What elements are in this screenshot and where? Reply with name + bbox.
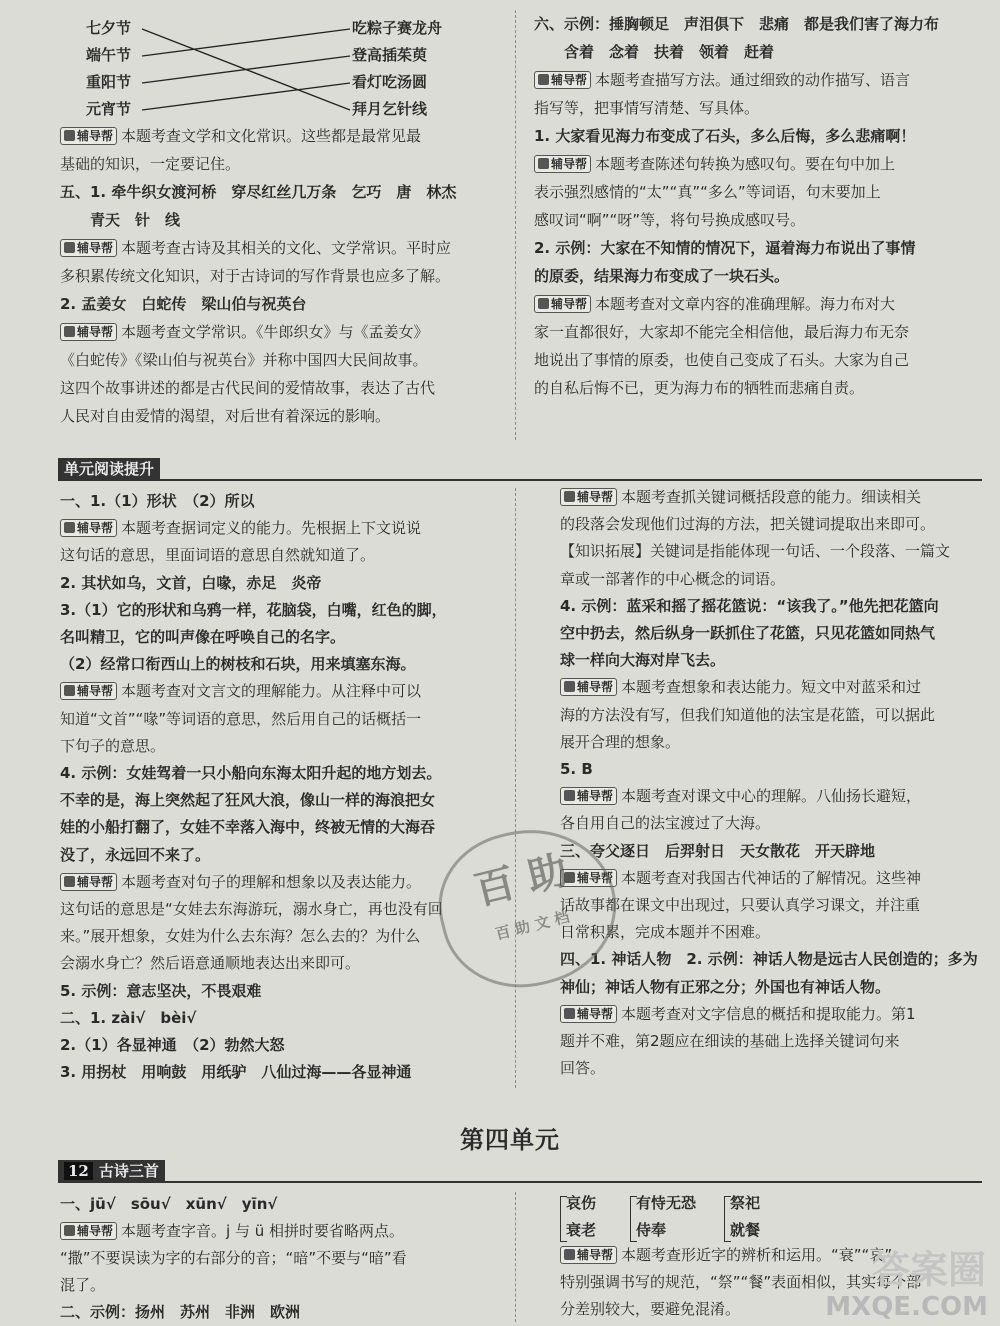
book-icon bbox=[564, 1008, 575, 1019]
text-line bbox=[560, 732, 680, 752]
fudaobang-tag bbox=[560, 1005, 617, 1023]
text-line bbox=[534, 322, 909, 342]
tag-label: 辅导帮 bbox=[77, 241, 114, 255]
match-right-3: 看灯吃汤圆 bbox=[352, 73, 428, 91]
line-text: 这句话的意思是“女娃去东海游玩，溺水身亡，再也没有回 bbox=[60, 900, 443, 918]
line-text: 【知识拓展】关键词是指能体现一句话、一个段落、一篇文 bbox=[560, 542, 951, 561]
line-text: 2. 孟姜女 白蛇传 梁山伯与祝英台 bbox=[60, 295, 307, 313]
text-line bbox=[60, 1275, 105, 1295]
match-left-4: 元宵节 bbox=[86, 100, 132, 118]
line-text: 本题考查对课文中心的理解。八仙扬长避短， bbox=[621, 787, 922, 806]
line-text: 3. 用拐杖 用响鼓 用纸驴 八仙过海——各显神通 bbox=[60, 1063, 412, 1082]
line-text: 《白蛇传》《梁山伯与祝英台》并称中国四大民间故事。 bbox=[60, 351, 428, 369]
line-text: 1. 大家看见海力布变成了石头，多么后悔，多么悲痛啊！ bbox=[534, 127, 916, 145]
line-text: 2.（1）各显神通 （2）勃然大怒 bbox=[60, 1036, 285, 1054]
text-line bbox=[60, 709, 421, 729]
text-line bbox=[560, 1272, 921, 1292]
line-text: 这句话的意思，里面词语的意思自然就知道了。 bbox=[60, 546, 376, 565]
line-text: 的原委，结果海力布变成了一块石头。 bbox=[534, 267, 790, 285]
text-line bbox=[560, 541, 950, 561]
fudaobang-tag bbox=[60, 519, 117, 537]
text-line bbox=[60, 1248, 407, 1268]
line-text: 4. 示例：蓝采和摇了摇花篮说：“该我了。”他先把花篮向 bbox=[560, 596, 939, 615]
line-text: 本题考查对文字信息的概括和提取能力。第1 bbox=[621, 1004, 916, 1023]
tag-label: 辅导帮 bbox=[577, 1248, 614, 1262]
line-text: 感叹词“啊”“呀”等，将句号换成感叹号。 bbox=[534, 211, 806, 229]
line-text: 这四个故事讲述的都是古代民间的爱情故事，表达了古代 bbox=[60, 379, 436, 397]
answer-line bbox=[60, 1062, 411, 1082]
explanation-line bbox=[60, 322, 429, 342]
answer-line bbox=[560, 949, 978, 969]
answer-line bbox=[560, 841, 875, 861]
answer-line bbox=[534, 42, 774, 62]
column-divider-top bbox=[515, 10, 516, 440]
line-text: 本题考查陈述句转换为感叹句。要在句中加上 bbox=[595, 155, 896, 173]
answer-line bbox=[60, 1008, 196, 1028]
tag-label: 辅导帮 bbox=[77, 874, 114, 889]
stamp-small-text: 百 助 文 档 bbox=[493, 907, 572, 944]
line-text: 神仙；神话人物有正邪之分；外国也有神话人物。 bbox=[560, 977, 891, 996]
group-3-b: 就餐 bbox=[730, 1221, 761, 1239]
text-line bbox=[534, 378, 864, 398]
group-3-a: 祭祀 bbox=[730, 1194, 761, 1212]
line-text: 2. 其状如乌，文首，白喙，赤足 炎帝 bbox=[60, 573, 322, 592]
fudaobang-tag bbox=[60, 323, 117, 341]
answer-line bbox=[534, 126, 915, 146]
line-text: 表示强烈感情的“太”“真”“多么”等词语，句末要加上 bbox=[534, 183, 881, 201]
text-line bbox=[534, 350, 909, 370]
answer-line bbox=[560, 650, 725, 670]
line-text: 本题考查据词定义的能力。先根据上下文说说 bbox=[121, 519, 422, 538]
text-line bbox=[60, 926, 420, 946]
book-icon bbox=[564, 491, 575, 502]
match-line-2 bbox=[142, 29, 350, 56]
line-text: 五、1. 牵牛织女渡河桥 穿尽红丝几万条 乞巧 唐 林杰 bbox=[60, 183, 457, 201]
text-line bbox=[534, 98, 759, 118]
tag-label: 辅导帮 bbox=[577, 1006, 614, 1021]
line-text: 4. 示例：女娃驾着一只小船向东海太阳升起的地方划去。 bbox=[60, 764, 442, 782]
line-text: 展开合理的想象。 bbox=[560, 732, 681, 751]
book-icon bbox=[64, 1225, 75, 1236]
answer-line bbox=[560, 623, 935, 643]
explanation-line bbox=[60, 872, 421, 892]
line-text: 混了。 bbox=[60, 1276, 106, 1294]
explanation-line bbox=[60, 126, 421, 146]
stamp-big-text: 百 助 bbox=[469, 846, 573, 915]
answer-line bbox=[560, 596, 939, 616]
text-line bbox=[534, 182, 881, 202]
line-text: 本题考查字音。j 与 ü 相拼时要省略两点。 bbox=[121, 1222, 404, 1240]
group-2-a: 有恃无恐 bbox=[636, 1194, 697, 1212]
tag-label: 辅导帮 bbox=[77, 129, 114, 143]
explanation-line bbox=[534, 154, 895, 174]
book-icon bbox=[538, 74, 549, 85]
line-text: 人民对自由爱情的渴望，对后世有着深远的影响。 bbox=[60, 407, 391, 425]
line-text: 会溺水身亡？然后语意通顺地表达出来即可。 bbox=[60, 954, 361, 973]
line-text: 不幸的是，海上突然起了狂风大浪，像山一样的海浪把女 bbox=[60, 791, 436, 810]
line-text: 含着 念着 扶着 领着 赶着 bbox=[534, 43, 775, 61]
line-text: 本题考查描写方法。通过细致的动作描写、语言 bbox=[595, 71, 911, 89]
explanation-line bbox=[560, 677, 921, 697]
line-text: 本题考查文学常识。《牛郎织女》与《孟姜女》 bbox=[121, 323, 429, 341]
line-text: 3.（1）它的形状和乌鸦一样，花脑袋，白嘴，红色的脚， bbox=[60, 600, 447, 619]
line-text: 各自用自己的法宝渡过了大海。 bbox=[560, 814, 771, 833]
explanation-line bbox=[60, 1221, 404, 1241]
answer-line bbox=[60, 491, 255, 511]
answer-line bbox=[60, 763, 441, 783]
match-right-4: 拜月乞针线 bbox=[352, 100, 428, 118]
line-text: 基础的知识，一定要记住。 bbox=[60, 155, 241, 173]
explanation-line bbox=[560, 1245, 892, 1265]
answer-line bbox=[560, 759, 593, 779]
line-text: 二、示例：扬州 苏州 非洲 欧洲 bbox=[60, 1303, 301, 1321]
answer-line bbox=[60, 1194, 277, 1214]
book-icon bbox=[564, 790, 575, 801]
line-text: 四、1. 神话人物 2. 示例：神话人物是远古人民创造的；多为 bbox=[560, 950, 978, 969]
line-text: 5. 示例：意志坚决，不畏艰难 bbox=[60, 981, 262, 1000]
line-text: 海的方法没有写，但我们知道他的法宝是花篮，可以据此 bbox=[560, 705, 936, 724]
book-icon bbox=[538, 158, 549, 169]
line-text: 本题考查古诗及其相关的文化、文学常识。平时应 bbox=[121, 239, 452, 257]
match-line-3 bbox=[142, 56, 350, 83]
explanation-line bbox=[534, 294, 895, 314]
line-text: 二、1. zài√ bèi√ bbox=[60, 1008, 197, 1027]
text-line bbox=[60, 350, 428, 370]
fudaobang-tag bbox=[560, 1246, 617, 1264]
unit-title: 第四单元 bbox=[460, 1125, 560, 1154]
column-divider-bottom bbox=[515, 1192, 516, 1322]
line-text: 名叫精卫，它的叫声像在呼唤自己的名字。 bbox=[60, 628, 346, 646]
answer-line bbox=[60, 210, 180, 230]
fudaobang-tag bbox=[60, 1222, 117, 1240]
answer-line bbox=[60, 600, 447, 620]
fudaobang-tag bbox=[60, 127, 117, 145]
book-icon bbox=[64, 242, 75, 253]
fudaobang-tag bbox=[560, 488, 617, 506]
answer-line bbox=[60, 981, 261, 1001]
lesson-title-bar bbox=[58, 1160, 165, 1182]
answer-line bbox=[534, 14, 939, 34]
match-right-2: 登高插茱萸 bbox=[352, 46, 428, 64]
lesson-number: 12 bbox=[64, 1162, 93, 1180]
explanation-line bbox=[560, 786, 921, 806]
explanation-line bbox=[60, 681, 421, 701]
answer-line bbox=[60, 627, 345, 647]
answer-line bbox=[60, 817, 435, 837]
line-text: 本题考查文学和文化常识。这些都是最常见最 bbox=[121, 127, 422, 145]
answer-line bbox=[60, 654, 415, 674]
line-text: 5. B bbox=[560, 760, 593, 778]
line-text: 多积累传统文化知识，对于古诗词的写作背景也应多了解。 bbox=[60, 267, 451, 285]
answer-line bbox=[534, 266, 789, 286]
book-icon bbox=[64, 326, 75, 337]
match-line-4 bbox=[142, 83, 350, 110]
line-text: 话故事都在课文中出现过，只要认真学习课文，并注重 bbox=[560, 896, 921, 914]
fudaobang-tag bbox=[60, 682, 117, 700]
line-text: 来。”展开想象，女娃为什么去东海？怎么去的？为什么 bbox=[60, 927, 421, 946]
explanation-line bbox=[560, 868, 921, 888]
answer-line bbox=[534, 238, 915, 258]
line-text: 本题考查对文章内容的准确理解。海力布对大 bbox=[595, 295, 896, 313]
answer-line bbox=[60, 294, 306, 314]
fudaobang-tag bbox=[534, 155, 591, 173]
text-line bbox=[560, 1058, 605, 1078]
line-text: 一、1.（1）形状 （2）所以 bbox=[60, 492, 255, 510]
section-title: 单元阅读提升 bbox=[58, 458, 160, 480]
fudaobang-tag bbox=[534, 71, 591, 89]
match-right-1: 吃粽子赛龙舟 bbox=[352, 19, 443, 37]
line-text: 章或一部著作的中心概念的词语。 bbox=[560, 569, 786, 588]
fudaobang-tag bbox=[560, 787, 617, 805]
line-text: 三、夸父逐日 后羿射日 天女散花 开天辟地 bbox=[560, 841, 876, 860]
group-2-b: 侍奉 bbox=[636, 1221, 667, 1239]
line-text: 本题考查对我国古代神话的了解情况。这些神 bbox=[621, 868, 922, 887]
tag-label: 辅导帮 bbox=[551, 297, 588, 311]
line-text: “撒”不要误读为字的右部分的音；“暗”不要与“暗”看 bbox=[60, 1249, 407, 1267]
line-text: 本题考查抓关键词概括段意的能力。细读相关 bbox=[621, 488, 922, 506]
line-text: 知道“文首”“喙”等词语的意思，然后用自己的话概括一 bbox=[60, 709, 422, 728]
tag-label: 辅导帮 bbox=[77, 521, 114, 536]
line-text: 没了，永远回不来了。 bbox=[60, 845, 211, 864]
text-line bbox=[60, 154, 240, 174]
book-icon bbox=[64, 876, 75, 887]
explanation-line bbox=[60, 518, 421, 538]
line-text: 六、示例：捶胸顿足 声泪俱下 悲痛 都是我们害了海力布 bbox=[534, 15, 940, 33]
tag-label: 辅导帮 bbox=[77, 684, 114, 699]
fudaobang-tag bbox=[60, 873, 117, 891]
line-text: 本题考查想象和表达能力。短文中对蓝采和过 bbox=[621, 678, 922, 697]
line-text: 日常积累，完成本题并不困难。 bbox=[560, 923, 771, 942]
tag-label: 辅导帮 bbox=[577, 870, 614, 885]
lesson-rule bbox=[58, 1181, 982, 1183]
text-line bbox=[60, 953, 360, 973]
text-line bbox=[560, 569, 785, 589]
line-text: 地说出了事情的原委，也使自己变成了石头。大家为自己 bbox=[534, 351, 910, 369]
tag-label: 辅导帮 bbox=[551, 73, 588, 87]
tag-label: 辅导帮 bbox=[577, 789, 614, 804]
explanation-line bbox=[534, 70, 910, 90]
line-text: 球一样向大海对岸飞去。 bbox=[560, 651, 726, 670]
line-text: 题并不难，第2题应在细读的基础上选择关键词句来 bbox=[560, 1032, 900, 1050]
line-text: 的段落会发现他们过海的方法，把关键词提取出来即可。 bbox=[560, 515, 936, 534]
text-line bbox=[60, 899, 443, 919]
explanation-line bbox=[560, 1004, 916, 1024]
line-text: 2. 示例：大家在不知情的情况下，逼着海力布说出了事情 bbox=[534, 239, 916, 257]
watermark-url: MXQE.COM bbox=[825, 1292, 988, 1322]
line-text: （2）经常口衔西山上的树枝和石块，用来填塞东海。 bbox=[60, 655, 416, 674]
lesson-title: 古诗三首 bbox=[98, 1162, 159, 1180]
answer-line bbox=[560, 977, 890, 997]
book-icon bbox=[64, 685, 75, 696]
column-divider-mid bbox=[515, 488, 516, 1088]
line-text: 指写等，把事情写清楚、写具体。 bbox=[534, 99, 760, 117]
explanation-line bbox=[60, 238, 451, 258]
line-text: 特别强调书写的规范，“祭”“餐”表面相似，其实每个部 bbox=[560, 1273, 922, 1291]
text-line bbox=[60, 378, 435, 398]
answer-line bbox=[60, 1302, 300, 1322]
group-1-a: 哀伤 bbox=[566, 1194, 597, 1212]
answer-line bbox=[60, 1035, 285, 1055]
line-text: 家一直都很好，大家却不能完全相信他，最后海力布无奈 bbox=[534, 323, 910, 341]
answer-line bbox=[60, 573, 321, 593]
tag-label: 辅导帮 bbox=[551, 157, 588, 171]
fudaobang-tag bbox=[60, 239, 117, 257]
answer-line bbox=[60, 845, 210, 865]
text-line bbox=[560, 1299, 740, 1319]
line-text: 本题考查形近字的辨析和运用。“衰”“哀” bbox=[621, 1246, 893, 1264]
fudaobang-tag bbox=[560, 678, 617, 696]
text-line bbox=[60, 406, 390, 426]
line-text: 本题考查对文言文的理解能力。从注释中可以 bbox=[121, 682, 422, 701]
text-line bbox=[560, 1031, 900, 1051]
line-text: 分差别较大，要避免混淆。 bbox=[560, 1300, 741, 1318]
book-icon bbox=[564, 681, 575, 692]
match-left-3: 重阳节 bbox=[86, 73, 132, 91]
match-left-2: 端午节 bbox=[86, 46, 132, 64]
tag-label: 辅导帮 bbox=[577, 490, 614, 504]
tag-label: 辅导帮 bbox=[577, 680, 614, 695]
text-line bbox=[60, 736, 165, 756]
group-1-b: 衰老 bbox=[566, 1221, 597, 1239]
line-text: 娃的小船打翻了，女娃不幸落入海中，终被无情的大海吞 bbox=[60, 818, 436, 837]
tag-label: 辅导帮 bbox=[77, 1224, 114, 1238]
book-icon bbox=[64, 522, 75, 533]
explanation-line bbox=[560, 487, 921, 507]
line-text: 的自私后悔不已，更为海力布的牺牲而悲痛自责。 bbox=[534, 379, 865, 397]
line-text: 青天 针 线 bbox=[60, 211, 181, 229]
line-text: 空中扔去，然后纵身一跃抓住了花篮，只见花篮如同热气 bbox=[560, 624, 936, 642]
matching-lines bbox=[140, 20, 355, 120]
text-line bbox=[560, 514, 935, 534]
watermark-logo: 答案圈 bbox=[871, 1248, 986, 1292]
line-text: 下句子的意思。 bbox=[60, 736, 166, 755]
match-left-1: 七夕节 bbox=[86, 19, 132, 37]
text-line bbox=[560, 705, 935, 725]
answer-line bbox=[60, 790, 435, 810]
line-text: 本题考查对句子的理解和想象以及表达能力。 bbox=[121, 872, 422, 891]
book-icon bbox=[64, 130, 75, 141]
section-rule bbox=[58, 479, 982, 481]
fudaobang-tag bbox=[534, 295, 591, 313]
text-line bbox=[534, 210, 805, 230]
answer-line bbox=[60, 182, 456, 202]
book-icon bbox=[538, 298, 549, 309]
text-line bbox=[60, 545, 375, 565]
tag-label: 辅导帮 bbox=[77, 325, 114, 339]
book-icon bbox=[564, 1249, 575, 1260]
line-text: 回答。 bbox=[560, 1059, 606, 1078]
line-text: 一、jū√ sōu√ xūn√ yīn√ bbox=[60, 1195, 278, 1213]
text-line bbox=[60, 266, 450, 286]
